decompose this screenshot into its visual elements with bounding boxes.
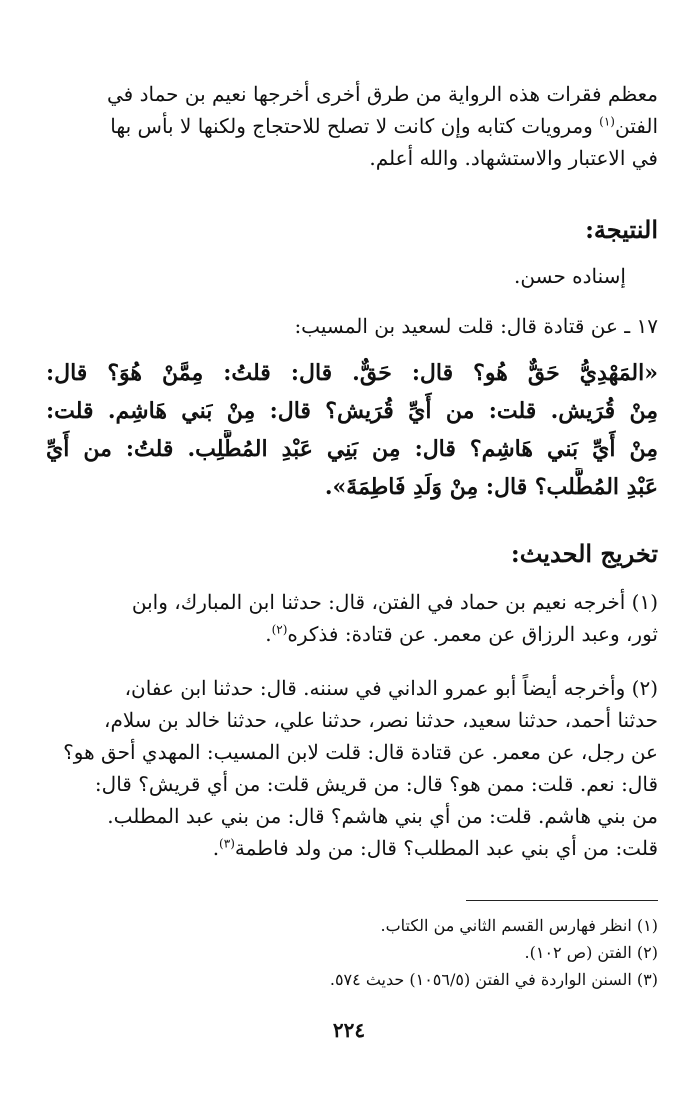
footnotes (46, 912, 658, 993)
intro-line (46, 110, 658, 142)
hadith-line: عَبْدِ المُطَّلب؟ قال: مِنْ وَلَدِ فَاطِمَةَ». (324, 474, 658, 500)
intro-text: الفتن (614, 114, 658, 138)
takhrij-text: ثور، وعبد الرزاق عن معمر. عن قتادة: فذكره (287, 622, 658, 646)
takhrij-heading: تخريج الحديث: (510, 539, 658, 568)
takhrij-text: . (212, 836, 220, 860)
footnote-item: (٢) الفتن (ص ١٠٢). (524, 943, 658, 962)
intro-line: في الاعتبار والاستشهاد. والله أعلم. (369, 146, 658, 170)
hadith-text (46, 354, 658, 506)
takhrij-line: من بني هاشم. قلت: من أي بني هاشم؟ قال: من بني عبد المطلب. (107, 804, 658, 828)
takhrij-line: قال: نعم. قلت: ممن هو؟ قال: من قريش قلت: من أي قريش؟ قال: (94, 772, 658, 796)
footnote-item: (٣) السنن الواردة في الفتن (١٠٥٦/٥) حديث ٥٧٤. (329, 970, 658, 989)
intro-text: ومرويات كتابه وإن كانت لا تصلح للاحتجاج ولكنها لا بأس بها (110, 114, 600, 138)
takhrij-line (46, 832, 658, 864)
takhrij-text: قلت: من أي بني عبد المطلب؟ قال: من ولد فاطمة (234, 836, 658, 860)
result-text: إسناده حسن. (514, 264, 626, 288)
footnote-ref[interactable]: (١) (599, 114, 615, 129)
takhrij-line (46, 618, 658, 650)
takhrij-text: . (265, 622, 272, 646)
takhrij-line: (١) أخرجه نعيم بن حماد في الفتن، قال: حدثنا ابن المبارك، وابن (131, 590, 658, 614)
takhrij-line: عن رجل، عن معمر. عن قتادة قال: قلت لابن المسيب: المهدي أحق هو؟ (63, 740, 658, 764)
hadith-line: «المَهْدِيُّ حَقٌّ هُو؟ قال: حَقٌّ. قال: قلتُ: مِمَّنْ هُوَ؟ قال: (46, 360, 658, 386)
takhrij-line: (٢) وأخرجه أيضاً أبو عمرو الداني في سننه. قال: حدثنا ابن عفان، (124, 676, 658, 700)
hadith-intro: ١٧ ـ عن قتادة قال: قلت لسعيد بن المسيب: (294, 314, 658, 338)
footnote-ref[interactable]: (٣) (219, 836, 235, 851)
page-number: ٢٢٤ (332, 1018, 366, 1042)
footnote-item: (١) انظر فهارس القسم الثاني من الكتاب. (380, 916, 658, 935)
takhrij-paragraph-2 (46, 672, 658, 864)
intro-line: معظم فقرات هذه الرواية من طرق أخرى أخرجها نعيم بن حماد في (107, 82, 658, 106)
takhrij-paragraph-1 (46, 586, 658, 650)
footnote-ref[interactable]: (٢) (271, 622, 288, 637)
footnote-separator (466, 900, 658, 901)
hadith-line: مِنْ أَيِّ بَني هَاشِم؟ قال: مِن بَنِي عَبْدِ المُطَّلِب. قلتُ: من أَيِّ (46, 436, 658, 462)
hadith-line: مِنْ قُرَيش. قلت: من أَيِّ قُرَيش؟ قال: مِنْ بَني هَاشِم. قلت: (46, 398, 658, 424)
takhrij-line: حدثنا أحمد، حدثنا سعيد، حدثنا نصر، حدثنا علي، حدثنا خالد بن سلام، (104, 708, 658, 732)
intro-paragraph (46, 78, 658, 174)
result-heading: النتيجة: (585, 215, 658, 244)
